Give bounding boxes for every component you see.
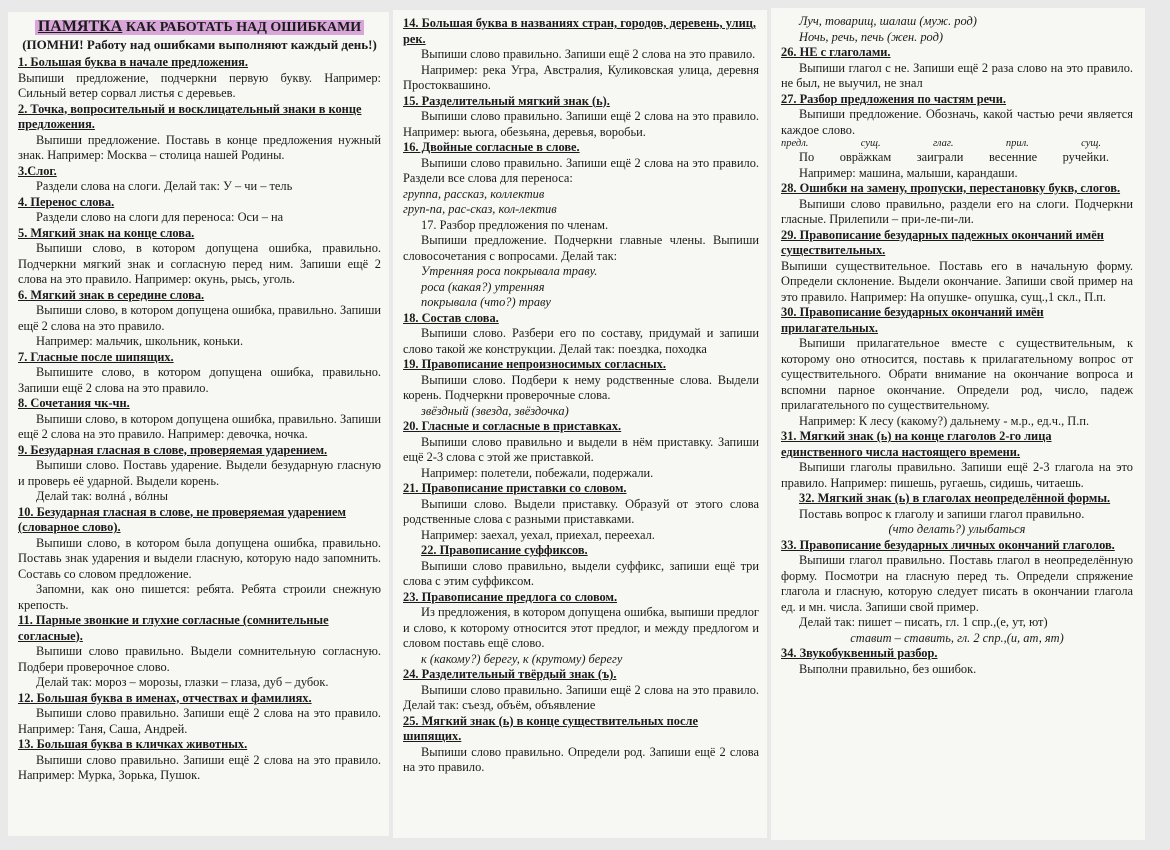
rule-heading-9: 9. Безударная гласная в слове, проверяемая ударением. xyxy=(18,442,328,457)
pos-label: сущ. xyxy=(1081,138,1101,149)
column-2 xyxy=(393,10,767,838)
title-part1: ПАМЯТКА xyxy=(37,18,123,35)
rule-text-7: Выпишите слово, в котором допущена ошибка, правильно. Запиши ещё 2 слова на это правило. xyxy=(18,365,381,395)
rule-example-32: (что делать?) улыбаться xyxy=(888,522,1026,536)
rule-heading-15: 15. Разделительный мягкий знак (ь). xyxy=(403,93,610,108)
rule-example-25a: Луч, товарищ, шалаш (муж. род) xyxy=(799,14,977,28)
pos-label: глаг. xyxy=(932,138,954,149)
rule-example-27: Например: машина, малыши, карандаши. xyxy=(799,165,1018,180)
rule-example-19: звёздный (звезда, звёздочка) xyxy=(421,403,569,418)
column-3 xyxy=(771,8,1145,840)
rule-heading-27: 27. Разбор предложения по частям речи. xyxy=(781,91,1007,106)
rule-example-11: Делай так: мороз – морозы, глазки – глаза, дуб – дубок. xyxy=(36,675,329,689)
pos-label: сущ. xyxy=(860,138,881,149)
rule-heading-34: 34. Звукобуквенный разбор. xyxy=(781,646,938,660)
rule-heading-32: 32. Мягкий знак (ь) в глаголах неопределённой формы. xyxy=(799,491,1111,505)
rule-text-27: Выпиши предложение. Обозначь, какой частью речи является каждое слово. xyxy=(781,107,1133,137)
rule-heading-6: 6. Мягкий знак в середине слова. xyxy=(18,287,205,302)
rule-heading-18: 18. Состав слова. xyxy=(403,310,499,325)
rule-example-17b: роса (какая?) утренняя xyxy=(421,279,545,294)
pos-word: весенние xyxy=(988,150,1038,164)
rule-heading-29: 29. Правописание безударных падежных окончаний имён существительных. xyxy=(781,227,1104,257)
rule-text-1: Выпиши предложение, подчеркни первую букву. Например: Сильный ветер сорвал листья с деревьев. xyxy=(18,70,381,100)
pos-word: заиграли xyxy=(916,150,964,164)
rule-text-14: Выпиши слово правильно. Запиши ещё 2 слова на это правило. xyxy=(421,47,756,61)
rule-heading-20: 20. Гласные и согласные в приставках. xyxy=(403,419,622,433)
rule-text-21: Выпиши слово. Выдели приставку. Образуй от этого слова родственные слова с разными приставками. xyxy=(403,496,759,526)
rule-heading-25: 25. Мягкий знак (ь) в конце существительных после шипящих. xyxy=(403,713,698,743)
rule-example-33a: Делай так: пишет – писать, гл. 1 спр.,(е, ут, ют) xyxy=(799,615,1048,629)
rule-heading-11: 11. Парные звонкие и глухие согласные (сомнительные согласные). xyxy=(18,613,329,643)
rule-heading-4: 4. Перенос слова. xyxy=(18,194,115,209)
rule-heading-30: 30. Правописание безударных окончаний имён прилагательных. xyxy=(781,305,1044,335)
rule-heading-12: 12. Большая буква в именах, отчествах и фамилиях. xyxy=(18,690,312,705)
rule-text-19: Выпиши слово. Подбери к нему родственные слова. Выдели корень. Подчеркни проверочные слова. xyxy=(403,372,759,402)
rule-example-16a: группа, рассказ, коллектив xyxy=(403,186,545,201)
pos-label: предл. xyxy=(781,138,809,149)
rule-text-5: Выпиши слово, в котором допущена ошибка, правильно. Подчеркни мягкий знак и согласную перед ним. Запиши ещё 2 слова на это правило. Например: окунь, рысь, уголь. xyxy=(18,241,381,286)
pos-label: прил. xyxy=(1005,138,1029,149)
pos-word: оврäжкам xyxy=(839,150,892,164)
rule-heading-16: 16. Двойные согласные в слове. xyxy=(403,140,580,154)
rule-heading-8: 8. Сочетания чк-чн. xyxy=(18,396,130,410)
rule-text-13: Выпиши слово правильно. Запиши ещё 2 слова на это правило. Например: Мурка, Зорька, Пушок. xyxy=(18,752,381,782)
rule-text-4: Раздели слово на слоги для переноса: Оси – на xyxy=(36,210,284,224)
rule-heading-7: 7. Гласные после шипящих. xyxy=(18,349,174,364)
rule-heading-31: 31. Мягкий знак (ь) на конце глаголов 2-го лица единственного числа настоящего времени. xyxy=(781,429,1052,459)
subtitle: (ПОМНИ! Работу над ошибками выполняют каждый день!) xyxy=(22,37,377,52)
title-part2: КАК РАБОТАТЬ НАД ОШИБКАМИ xyxy=(125,20,362,35)
rule-text-2: Выпиши предложение. Поставь в конце предложения нужный знак. Например: Москва – столица нашей Родины. xyxy=(18,132,381,162)
rule-example-17c: покрывала (что?) траву xyxy=(421,295,551,309)
parts-of-speech-sentence xyxy=(781,150,1133,166)
rule-example-30: Например: К лесу (какому?) дальнему - м.р., ед.ч., П.п. xyxy=(799,413,1090,428)
rule-heading-22: 22. Правописание суффиксов. xyxy=(421,543,588,557)
rule-heading-26: 26. НЕ с глаголами. xyxy=(781,45,891,59)
column-1 xyxy=(8,12,389,836)
rule-heading-3: 3.Слог. xyxy=(18,163,57,178)
rule-heading-19: 19. Правописание непроизносимых согласных. xyxy=(403,357,666,371)
rule-heading-23: 23. Правописание предлога со словом. xyxy=(403,589,618,604)
rule-heading-5: 5. Мягкий знак на конце слова. xyxy=(18,225,195,240)
rule-text-34: Выполни правильно, без ошибок. xyxy=(799,661,977,676)
rule-text-32: Поставь вопрос к глаголу и запиши глагол правильно. xyxy=(799,506,1085,521)
rule-text-16: Выпиши слово правильно. Запиши ещё 2 слова на это правило. Раздели все слова для переноса: xyxy=(403,155,759,185)
rule-text-8: Выпиши слово, в котором допущена ошибка, правильно. Запиши ещё 2 слова на это правило. Например: девочка, ночка. xyxy=(18,411,381,441)
rule-text-24: Выпиши слово правильно. Запиши ещё 2 слова на это правило. Делай так: съезд, объём, объявление xyxy=(403,682,759,712)
rule-heading-21: 21. Правописание приставки со словом. xyxy=(403,481,627,495)
rule-example-21: Например: заехал, уехал, приехал, переехал. xyxy=(421,527,655,542)
rule-example-14: Например: река Угра, Австралия, Куликовская улица, деревня Простоквашино. xyxy=(403,62,759,92)
rule-text-30: Выпиши прилагательное вместе с существительным, к которому оно относится, поставь к прилагательному вопрос от существительного. Обрати внимание на окончание вопроса и вспомни парное окончание. Определи род, число, падеж прилагательного по существительному. xyxy=(781,336,1133,412)
rule-text-10: Выпиши слово, в котором была допущена ошибка, правильно. Поставь знак ударения и выдели гласную, которую надо запомнить. Составь со словом предложение. xyxy=(18,535,381,581)
rule-example-17a: Утренняя роса покрывала траву. xyxy=(421,264,598,278)
rule-heading-33: 33. Правописание безударных личных окончаний глаголов. xyxy=(781,537,1115,552)
rule-example-33b: ставит – ставить, гл. 2 спр.,(и, ат, ят) xyxy=(850,630,1064,645)
rule-example-9: Делай так: вoлнá , вóлны xyxy=(36,489,168,503)
rule-text-6: Выпиши слово, в котором допущена ошибка, правильно. Запиши ещё 2 слова на это правило. xyxy=(18,303,381,333)
rule-heading-24: 24. Разделительный твёрдый знак (ъ). xyxy=(403,667,617,681)
rule-text-26: Выпиши глагол с не. Запиши ещё 2 раза слово на это правило. не был, не выучил, не знал xyxy=(781,60,1133,90)
rule-text-22: Выпиши слово правильно, выдели суффикс, запиши ещё три слова с этим суффиксом. xyxy=(403,558,759,588)
rule-example-23: к (какому?) берегу, к (крутому) берегу xyxy=(421,651,623,666)
rule-text-9: Выпиши слово. Поставь ударение. Выдели безударную гласную и проверь её ударной. Выдели корень. xyxy=(18,458,381,488)
rule-text-33: Выпиши глагол правильно. Поставь глагол в неопределённую форму. Посмотри на гласную перед ть. Определи спряжение глагола и гласную, которую следует писать в окончании глагола ед. и мн. числа. Запиши свой пример. xyxy=(781,553,1133,614)
rule-text-12: Выпиши слово правильно. Запиши ещё 2 слова на это правило. Например: Таня, Саша, Андрей. xyxy=(18,706,381,736)
rule-text-10b: Запомни, как оно пишется: ребята. Ребята строили снежную крепость. xyxy=(18,582,381,612)
rule-text-23: Из предложения, в котором допущена ошибка, выпиши предлог и слово, к которому относится этот предлог, и между предлогом и словом поставь ещё слово. xyxy=(403,605,759,650)
rule-example-20: Например: полетели, побежали, подержали. xyxy=(421,465,654,480)
rule-example-16b: груп-па, рас-сказ, кол-лектив xyxy=(403,202,557,216)
rule-heading-17: 17. Разбор предложения по членам. xyxy=(421,217,609,232)
page-title xyxy=(18,18,381,36)
rule-text-17: Выпиши предложение. Подчеркни главные члены. Выпиши словосочетания с вопросами. Делай так: xyxy=(403,233,759,263)
rule-heading-14: 14. Большая буква в названиях стран, городов, деревень, улиц, рек. xyxy=(403,16,756,46)
rule-text-28: Выпиши слово правильно, раздели его на слоги. Подчеркни гласные. Прилепили – при-ле-пи-ли. xyxy=(781,196,1133,226)
rule-text-3: Раздели слова на слоги. Делай так: У – чи – тель xyxy=(36,179,293,193)
rule-text-11: Выпиши слово правильно. Выдели сомнительную согласную. Подбери проверочное слово. xyxy=(18,644,381,674)
rule-text-15: Выпиши слово правильно. Запиши ещё 2 слова на это правило. Например: вьюга, обезьяна, деревья, воробьи. xyxy=(403,109,759,139)
rule-text-20: Выпиши слово правильно и выдели в нём приставку. Запиши ещё 2-3 слова с этой же приставкой. xyxy=(403,434,759,464)
rule-text-18: Выпиши слово. Разбери его по составу, придумай и запиши слово такой же конструкции. Делай так: поездка, походка xyxy=(403,326,759,356)
rule-example-25b: Ночь, речь, печь (жен. род) xyxy=(799,29,943,44)
pos-word: По xyxy=(799,150,815,164)
rule-heading-10: 10. Безударная гласная в слове, не проверяемая ударением (словарное слово). xyxy=(18,504,346,534)
parts-of-speech-labels xyxy=(781,138,1133,150)
rule-example-6: Например: мальчик, школьник, коньки. xyxy=(36,334,244,348)
pos-word: ручейки. xyxy=(1062,150,1109,164)
rule-heading-2: 2. Точка, вопросительный и восклицательный знаки в конце предложения. xyxy=(18,101,362,131)
rule-text-29: Выпиши существительное. Поставь его в начальную форму. Определи склонение. Выдели окончание. Запиши свой пример на это правило. Например: На опушке- опушка, сущ.,1 скл., П.п. xyxy=(781,258,1133,304)
rule-heading-13: 13. Большая буква в кличках животных. xyxy=(18,737,248,751)
rule-text-31: Выпиши глаголы правильно. Запиши ещё 2-3 глагола на это правило. Например: пишешь, ругаешь, сидишь, читаешь. xyxy=(781,460,1133,490)
rule-text-25: Выпиши слово правильно. Определи род. Запиши ещё 2 слова на это правило. xyxy=(403,744,759,774)
rule-heading-28: 28. Ошибки на замену, пропуски, перестановку букв, слогов. xyxy=(781,181,1121,195)
rule-heading-1: 1. Большая буква в начале предложения. xyxy=(18,55,248,69)
